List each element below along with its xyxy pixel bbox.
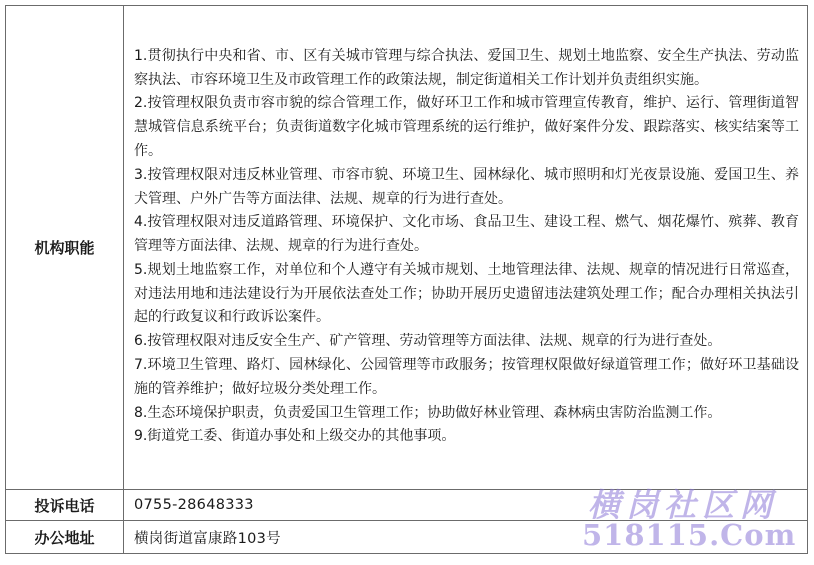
- phone-row: [6, 490, 808, 521]
- duty-item-9: 9.街道党工委、街道办事处和上级交办的其他事项。: [134, 428, 456, 445]
- duties-row: [6, 6, 808, 490]
- duty-item-5: 5.规划土地监察工作，对单位和个人遵守有关城市规划、土地管理法律、法规、规章的情况进行日常巡查，对违法用地和违法建设行为开展依法查处工作；协助开展历史遗留违法建筑处理工作；配合办理相关执法引起的行政复议和行政诉讼案件。: [134, 261, 799, 326]
- address-value: 横岗街道富康路103号: [124, 521, 808, 554]
- duty-item-7: 7.环境卫生管理、路灯、园林绿化、公园管理等市政服务；按管理权限做好绿道管理工作；做好环卫基础设施的管养维护；做好垃圾分类处理工作。: [134, 357, 799, 397]
- duty-item-3: 3.按管理权限对违反林业管理、市容市貌、环境卫生、园林绿化、城市照明和灯光夜景设施、爱国卫生、养犬管理、户外广告等方面法律、法规、规章的行为进行查处。: [134, 166, 799, 207]
- duty-item-8: 8.生态环境保护职责，负责爱国卫生管理工作；协助做好林业管理、森林病虫害防治监测工作。: [134, 404, 722, 421]
- phone-value[interactable]: 0755-28648333: [124, 490, 808, 521]
- duties-label: 机构职能: [6, 6, 124, 490]
- address-row: [6, 521, 808, 554]
- phone-label: 投诉电话: [6, 490, 124, 521]
- address-label: 办公地址: [6, 521, 124, 554]
- duty-item-6: 6.按管理权限对违反安全生产、矿产管理、劳动管理等方面法律、法规、规章的行为进行查处。: [134, 333, 722, 350]
- duty-item-1: 1.贯彻执行中央和省、市、区有关城市管理与综合执法、爱国卫生、规划土地监察、安全生产执法、劳动监察执法、市容环境卫生及市政管理工作的政策法规，制定街道相关工作计划并负责组织实施。: [134, 47, 799, 88]
- duty-item-2: 2.按管理权限负责市容市貌的综合管理工作，做好环卫工作和城市管理宣传教育，维护、运行、管理街道智慧城管信息系统平台；负责街道数字化城市管理系统的运行维护，做好案件分发、跟踪落实、核实结案等工作。: [134, 95, 799, 159]
- duty-item-4: 4.按管理权限对违反道路管理、环境保护、文化市场、食品卫生、建设工程、燃气、烟花爆竹、殡葬、教育管理等方面法律、法规、规章的行为进行查处。: [134, 214, 799, 255]
- duties-content: [124, 6, 808, 490]
- watermark-site-name: 横岗社区网: [588, 486, 779, 524]
- info-table: [5, 5, 808, 554]
- watermark-url: 518115.Com: [582, 518, 797, 552]
